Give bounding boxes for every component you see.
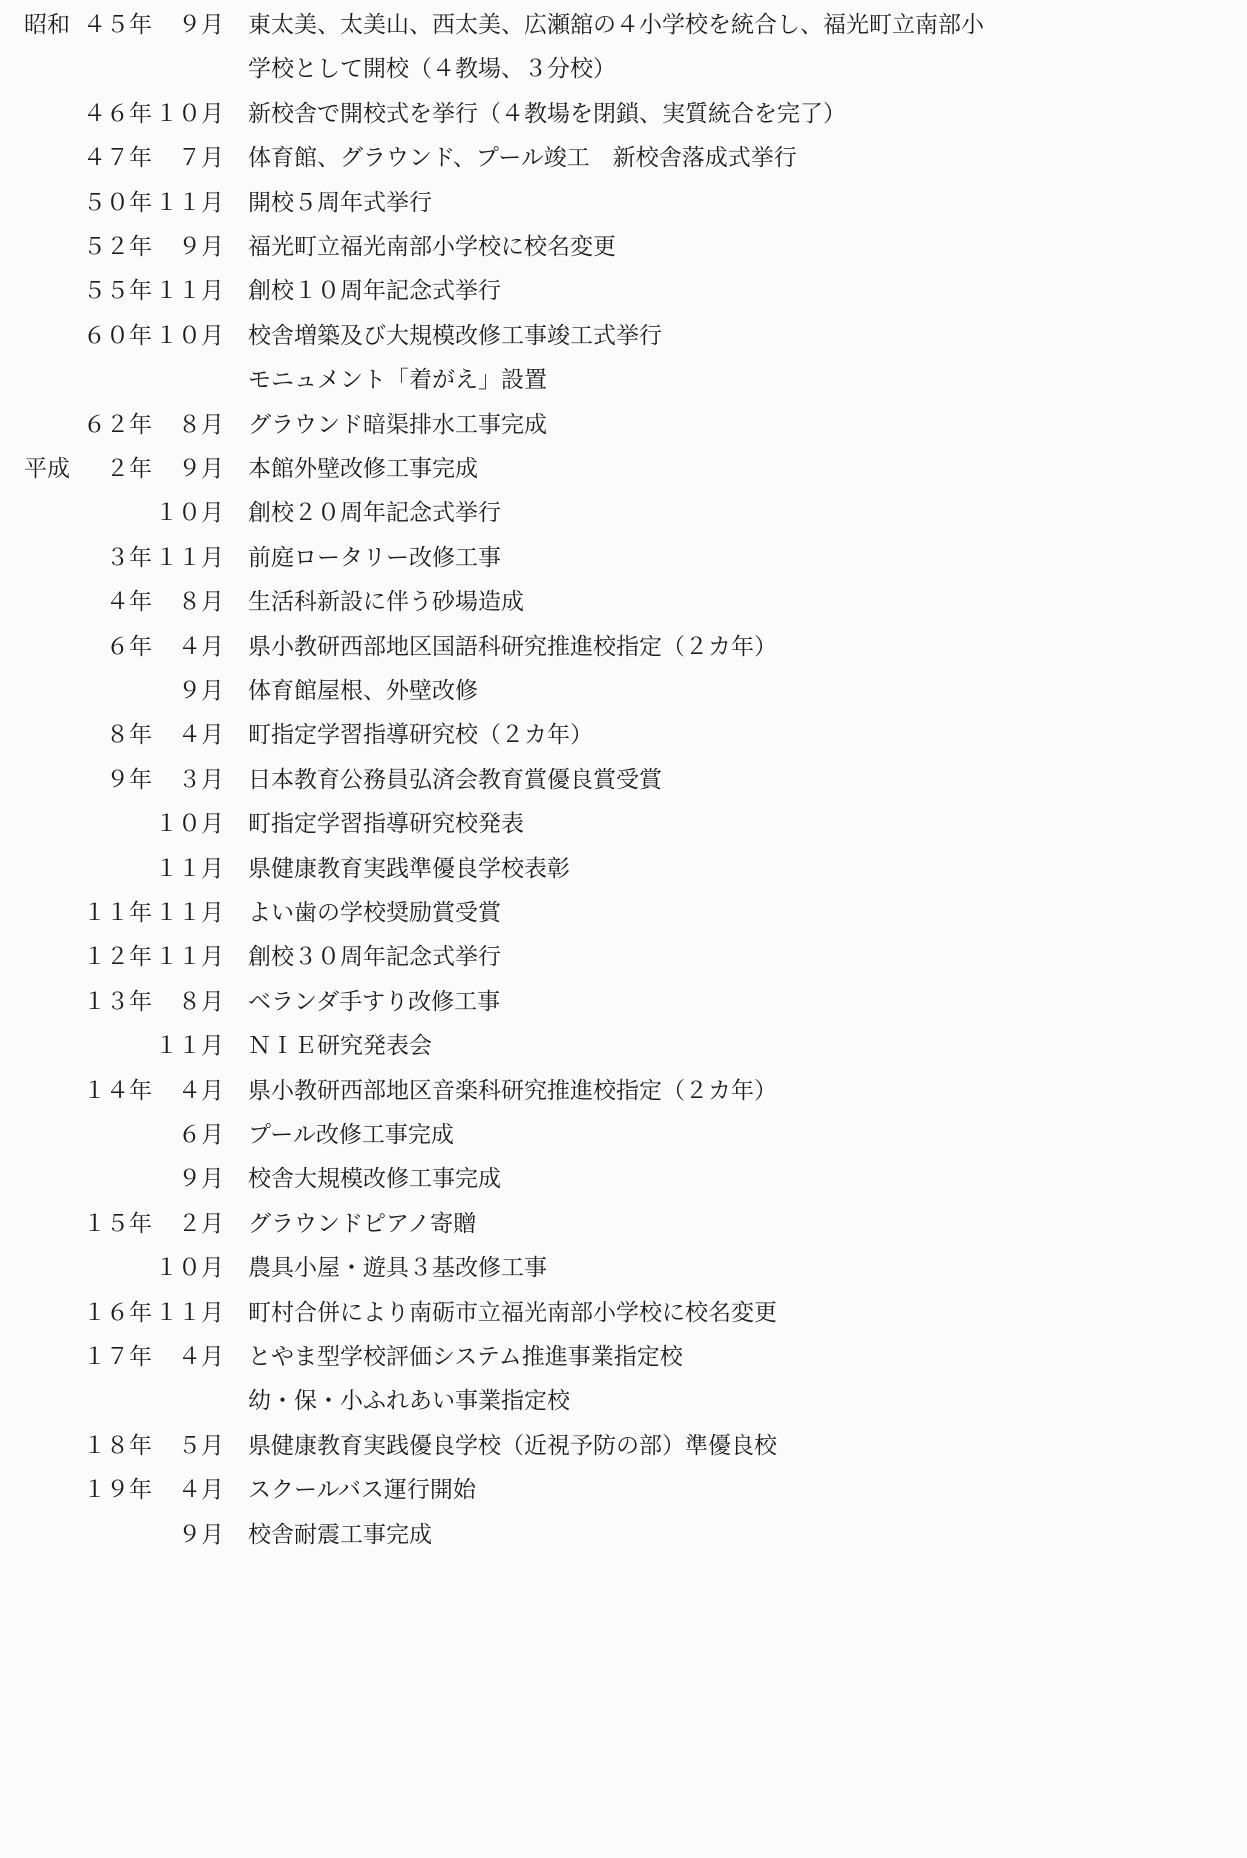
history-entry (0, 536, 1053, 580)
event-text: 体育館、グラウンド、プール竣工 新校舎落成式挙行 (248, 145, 797, 172)
month-label: １０月 (155, 322, 224, 349)
event-text: グラウンドピアノ寄贈 (248, 1210, 477, 1237)
event-text: 校舎耐震工事完成 (248, 1521, 432, 1548)
history-entry (0, 935, 1053, 979)
month-label: １０月 (155, 500, 224, 527)
era-label: 平成 (24, 456, 70, 482)
month-label: １１月 (155, 189, 224, 216)
year-label: １２年 (83, 944, 152, 971)
event-text: 日本教育公務員弘済会教育賞優良賞受賞 (248, 766, 662, 793)
history-entry (0, 181, 1053, 225)
event-text: 東太美、太美山、西太美、広瀬舘の４小学校を統合し、福光町立南部小 (248, 12, 984, 38)
event-text: 校舎大規模改修工事完成 (248, 1166, 501, 1193)
month-label: １１月 (155, 855, 224, 882)
history-entry (0, 1246, 1053, 1290)
year-label: １７年 (83, 1344, 152, 1370)
month-label: ９月 (178, 1521, 224, 1548)
event-text: 県小教研西部地区国語科研究推進校指定（２カ年） (248, 633, 777, 660)
event-text: ベランダ手すり改修工事 (248, 988, 501, 1015)
month-label: ９月 (178, 1166, 224, 1193)
year-label: １９年 (83, 1477, 152, 1504)
event-text: 新校舎で開校式を挙行（４教場を閉鎖、実質統合を完了） (248, 100, 846, 127)
history-entry (0, 758, 1053, 802)
history-entry (0, 47, 1053, 91)
month-label: １０月 (155, 1255, 224, 1282)
year-label: ５５年 (83, 278, 152, 305)
history-entry (0, 1024, 1053, 1068)
event-text: 創校２０周年記念式挙行 (248, 500, 501, 527)
year-label: ３年 (106, 544, 152, 571)
month-label: ６月 (178, 1122, 224, 1148)
year-label: １１年 (83, 900, 152, 926)
event-text: 町指定学習指導研究校発表 (248, 811, 524, 838)
history-entry (0, 3, 1053, 47)
month-label: ８月 (178, 411, 224, 438)
year-label: １３年 (83, 988, 152, 1015)
month-label: ９月 (178, 678, 224, 704)
history-entry (0, 713, 1053, 757)
history-entry (0, 1468, 1053, 1512)
month-label: ２月 (178, 1210, 224, 1237)
history-entry (0, 1379, 1053, 1423)
year-label: ６０年 (83, 322, 152, 349)
month-label: ８月 (178, 988, 224, 1015)
history-entry (0, 1202, 1053, 1246)
history-entry (0, 625, 1053, 669)
year-label: ５２年 (83, 234, 152, 260)
event-text: モニュメント「着がえ」設置 (248, 367, 547, 394)
month-label: ４月 (178, 633, 224, 660)
month-label: ３月 (178, 766, 224, 793)
event-text: 町指定学習指導研究校（２カ年） (248, 722, 593, 749)
month-label: １１月 (155, 1033, 224, 1060)
history-entry (0, 491, 1053, 535)
year-label: ６年 (106, 633, 152, 660)
year-label: ４６年 (83, 100, 152, 127)
month-label: １１月 (155, 544, 224, 571)
month-label: ５月 (178, 1432, 224, 1459)
event-text: 幼・保・小ふれあい事業指定校 (248, 1388, 570, 1415)
year-label: ５０年 (83, 189, 152, 216)
history-entry (0, 1335, 1053, 1379)
year-label: １８年 (83, 1432, 152, 1459)
history-entry (0, 358, 1053, 402)
year-label: １６年 (83, 1299, 152, 1326)
year-label: １５年 (83, 1210, 152, 1237)
month-label: ８月 (178, 589, 224, 616)
event-text: ＮＩＥ研究発表会 (248, 1033, 432, 1060)
month-label: １０月 (155, 811, 224, 838)
history-entry (0, 92, 1053, 136)
event-text: 福光町立福光南部小学校に校名変更 (248, 234, 616, 260)
year-label: ２年 (106, 456, 152, 482)
month-label: １０月 (155, 100, 224, 127)
history-entry (0, 891, 1053, 935)
history-entry (0, 447, 1053, 491)
history-entry (0, 136, 1053, 180)
event-text: 県小教研西部地区音楽科研究推進校指定（２カ年） (248, 1077, 777, 1104)
history-entry (0, 1424, 1053, 1468)
history-entry (0, 580, 1053, 624)
event-text: 学校として開校（４教場、３分校） (248, 56, 616, 83)
history-entry (0, 1157, 1053, 1201)
event-text: よい歯の学校奨励賞受賞 (248, 900, 501, 926)
month-label: ７月 (178, 145, 224, 172)
history-entry (0, 403, 1053, 447)
year-label: ４７年 (83, 145, 152, 172)
month-label: ４月 (178, 722, 224, 749)
era-label: 昭和 (24, 12, 70, 38)
year-label: ８年 (106, 722, 152, 749)
event-text: プール改修工事完成 (248, 1122, 454, 1148)
event-text: とやま型学校評価システム推進事業指定校 (248, 1344, 683, 1370)
event-text: 本館外壁改修工事完成 (248, 456, 478, 482)
history-entry (0, 669, 1053, 713)
event-text: グラウンド暗渠排水工事完成 (248, 411, 547, 438)
history-entry (0, 269, 1053, 313)
month-label: １１月 (155, 900, 224, 926)
event-text: 創校１０周年記念式挙行 (248, 278, 501, 305)
history-entry (0, 847, 1053, 891)
month-label: ４月 (178, 1344, 224, 1370)
year-label: ４年 (106, 589, 152, 616)
month-label: ９月 (178, 456, 224, 482)
event-text: 開校５周年式挙行 (248, 189, 432, 216)
event-text: 生活科新設に伴う砂場造成 (248, 589, 524, 616)
year-label: ４５年 (83, 12, 152, 38)
month-label: ９月 (178, 12, 224, 38)
history-entry (0, 225, 1053, 269)
month-label: １１月 (155, 944, 224, 971)
year-label: １４年 (83, 1077, 152, 1104)
event-text: 体育館屋根、外壁改修 (248, 678, 478, 704)
month-label: １１月 (155, 1299, 224, 1326)
event-text: 校舎増築及び大規模改修工事竣工式挙行 (248, 322, 662, 349)
month-label: ４月 (178, 1477, 224, 1504)
event-text: 県健康教育実践準優良学校表彰 (248, 855, 570, 882)
year-label: ９年 (106, 766, 152, 793)
month-label: ４月 (178, 1077, 224, 1104)
history-entry (0, 1291, 1053, 1335)
event-text: 町村合併により南砺市立福光南部小学校に校名変更 (248, 1299, 777, 1326)
history-entry (0, 1113, 1053, 1157)
history-entry (0, 314, 1053, 358)
month-label: １１月 (155, 278, 224, 305)
history-entry (0, 802, 1053, 846)
event-text: 前庭ロータリー改修工事 (248, 544, 501, 571)
event-text: スクールバス運行開始 (248, 1477, 476, 1504)
event-text: 県健康教育実践優良学校（近視予防の部）準優良校 (248, 1432, 777, 1459)
year-label: ６２年 (83, 411, 152, 438)
history-entry (0, 1069, 1053, 1113)
event-text: 創校３０周年記念式挙行 (248, 944, 501, 971)
history-entry (0, 980, 1053, 1024)
month-label: ９月 (178, 234, 224, 260)
event-text: 農具小屋・遊具３基改修工事 (248, 1255, 547, 1282)
history-entry (0, 1513, 1053, 1557)
